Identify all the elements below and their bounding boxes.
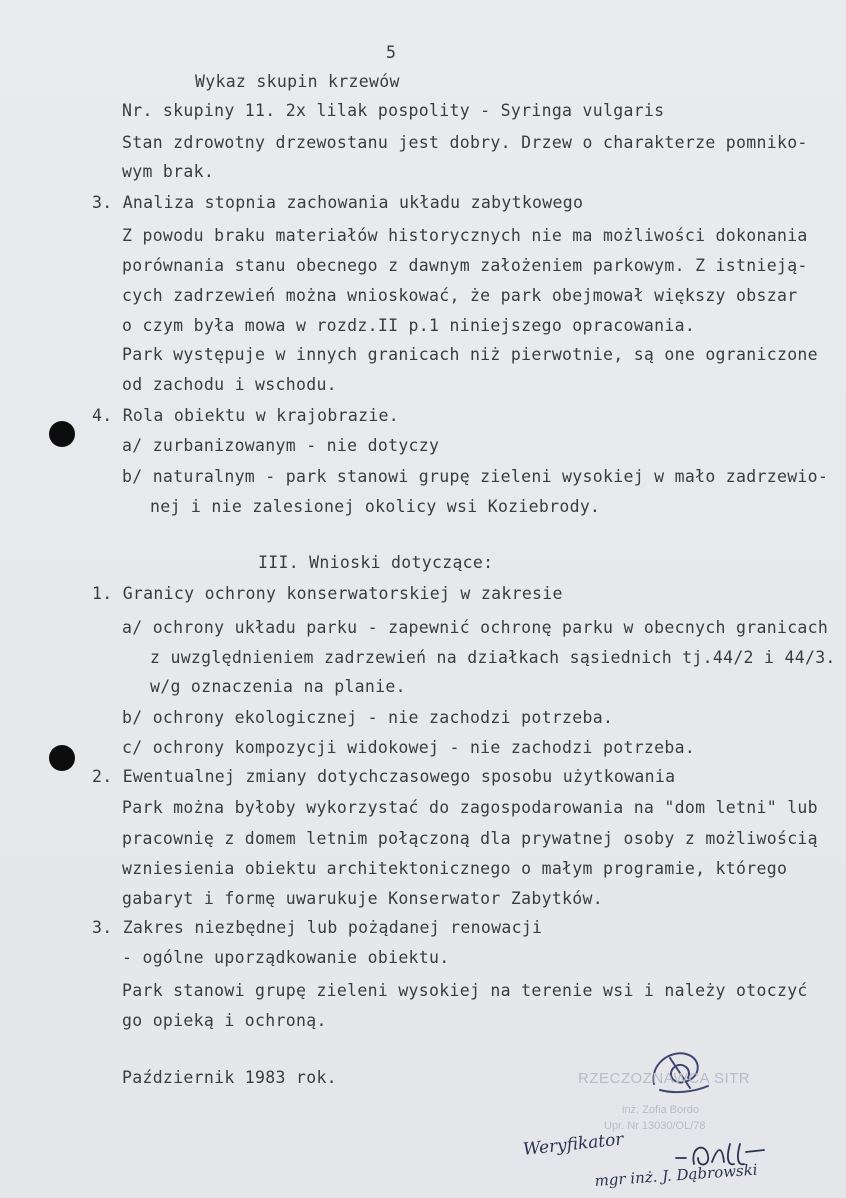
page-number: 5 [386, 43, 397, 62]
text-line: gabaryt i formę uwarukuje Konserwator Zabytków. [122, 889, 603, 908]
section-heading-3: 3. Analiza stopnia zachowania układu zabytkowego [92, 193, 584, 212]
text-line: c/ ochrony kompozycji widokowej - nie zachodzi potrzeba. [122, 738, 696, 757]
text-line: go opieką i ochroną. [122, 1011, 327, 1030]
text-line: a/ zurbanizowanym - nie dotyczy [122, 436, 440, 455]
punch-hole [49, 421, 75, 447]
text-line: a/ ochrony układu parku - zapewnić ochronę parku w obecnych granicach [122, 618, 829, 637]
text-line: wym brak. [122, 162, 215, 181]
text-line: od zachodu i wschodu. [122, 375, 337, 394]
punch-hole [49, 745, 75, 771]
stamp-name: inż. Zofia Bordo [622, 1104, 700, 1116]
text-line: Nr. skupiny 11. 2x lilak pospolity - Syringa vulgaris [122, 101, 665, 120]
text-line: Z powodu braku materiałów historycznych nie ma możliwości dokonania [122, 226, 808, 245]
text-line: Park stanowi grupę zieleni wysokiej na terenie wsi i należy otoczyć [122, 981, 808, 1000]
text-line: nej i nie zalesionej okolicy wsi Koziebrody. [150, 497, 601, 516]
text-line: Stan zdrowotny drzewostanu jest dobry. Drzew o charakterze pomniko- [122, 133, 808, 152]
text-line: Park można byłoby wykorzystać do zagospodarowania na "dom letni" lub [122, 798, 818, 817]
section-heading-2: 2. Ewentualnej zmiany dotychczasowego sposobu użytkowania [92, 767, 676, 786]
stamp-title: RZECZOZNAWCA SITR [578, 1070, 751, 1087]
section-heading-conclusions: III. Wnioski dotyczące: [258, 553, 494, 572]
verifier-name: mgr inż. J. Dąbrowski [594, 1160, 759, 1190]
heading-shrub-list: Wykaz skupin krzewów [195, 72, 400, 91]
text-line: porównania stanu obecnego z dawnym założeniem parkowym. Z istnieją- [122, 256, 808, 275]
verifier-label: Weryfikator [522, 1129, 625, 1160]
section-heading-1: 1. Granicy ochrony konserwatorskiej w zakresie [92, 584, 563, 603]
text-line: w/g oznaczenia na planie. [150, 677, 406, 696]
text-line: Park występuje w innych granicach niż pierwotnie, są one ograniczone [122, 345, 818, 364]
text-line: - ogólne uporządkowanie obiektu. [122, 948, 450, 967]
text-line: cych zadrzewień można wnioskować, że park obejmował większy obszar [122, 286, 798, 305]
text-line: wzniesienia obiektu architektonicznego o małym programie, którego [122, 859, 788, 878]
text-line: pracownię z domem letnim połączoną dla prywatnej osoby z możliwością [122, 829, 818, 848]
date-line: Październik 1983 rok. [122, 1068, 337, 1087]
text-line: o czym była mowa w rozdz.II p.1 niniejszego opracowania. [122, 316, 696, 335]
text-line: z uwzględnieniem zadrzewień na działkach sąsiednich tj.44/2 i 44/3. [150, 648, 836, 667]
text-line: b/ naturalnym - park stanowi grupę zieleni wysokiej w mało zadrzewio- [122, 467, 829, 486]
stamp-license: Upr. Nr 13030/OL/78 [604, 1120, 706, 1132]
text-line: b/ ochrony ekologicznej - nie zachodzi potrzeba. [122, 708, 614, 727]
section-heading-4: 4. Rola obiektu w krajobrazie. [92, 406, 400, 425]
section-heading-3b: 3. Zakres niezbędnej lub pożądanej renowacji [92, 918, 543, 937]
